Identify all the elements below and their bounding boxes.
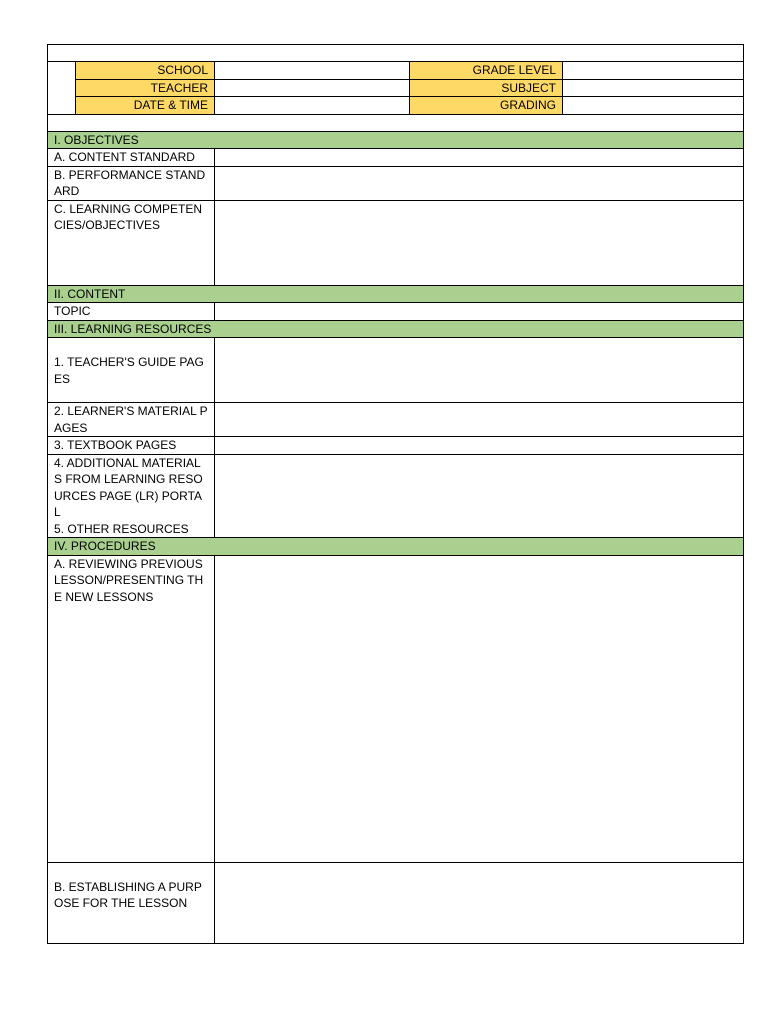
section-objectives-row (48, 131, 744, 149)
subject-label: SUBJECT (410, 79, 563, 97)
additional-materials-field[interactable] (215, 454, 744, 538)
date-time-label: DATE & TIME (76, 97, 215, 115)
teacher-label: TEACHER (76, 79, 215, 97)
textbook-row (48, 437, 744, 455)
section-content-heading: II. CONTENT (48, 285, 744, 303)
performance-standard-field[interactable] (215, 166, 744, 200)
header-row-teacher (48, 79, 744, 97)
lesson-plan-table (47, 44, 744, 944)
additional-materials-row (48, 454, 744, 538)
performance-standard-label: B. PERFORMANCE STANDARD (48, 166, 215, 200)
content-standard-label: A. CONTENT STANDARD (48, 149, 215, 167)
grade-level-field[interactable] (563, 62, 744, 80)
section-objectives-heading: I. OBJECTIVES (48, 131, 744, 149)
topic-field[interactable] (215, 303, 744, 321)
reviewing-field[interactable] (215, 555, 744, 862)
competencies-row (48, 200, 744, 285)
teachers-guide-label: 1. TEACHER'S GUIDE PAGES (48, 338, 215, 403)
content-standard-field[interactable] (215, 149, 744, 167)
competencies-label: C. LEARNING COMPETENCIES/OBJECTIVES (48, 200, 215, 285)
section-content-row (48, 285, 744, 303)
teachers-guide-row (48, 338, 744, 403)
grade-level-label: GRADE LEVEL (410, 62, 563, 80)
reviewing-row (48, 555, 744, 862)
additional-materials-label (48, 454, 215, 538)
topic-row (48, 303, 744, 321)
textbook-label: 3. TEXTBOOK PAGES (48, 437, 215, 455)
teachers-guide-field[interactable] (215, 338, 744, 403)
header-row-school (48, 62, 744, 80)
learners-material-label: 2. LEARNER'S MATERIAL PAGES (48, 403, 215, 437)
school-field[interactable] (215, 62, 410, 80)
top-blank-row (48, 45, 744, 62)
other-resources-text: 5. OTHER RESOURCES (54, 521, 189, 536)
separator-row (48, 114, 744, 131)
header-row-date (48, 97, 744, 115)
learners-material-row (48, 403, 744, 437)
learners-material-field[interactable] (215, 403, 744, 437)
grading-field[interactable] (563, 97, 744, 115)
reviewing-label: A. REVIEWING PREVIOUS LESSON/PRESENTING THE NEW LESSONS (48, 555, 215, 862)
header-indent-cell (48, 62, 76, 115)
blank-cell (48, 45, 744, 62)
purpose-field[interactable] (215, 862, 744, 943)
lesson-plan-document (47, 44, 743, 944)
teacher-field[interactable] (215, 79, 410, 97)
textbook-field[interactable] (215, 437, 744, 455)
competencies-field[interactable] (215, 200, 744, 285)
content-standard-row (48, 149, 744, 167)
topic-label: TOPIC (48, 303, 215, 321)
grading-label: GRADING (410, 97, 563, 115)
performance-standard-row (48, 166, 744, 200)
date-time-field[interactable] (215, 97, 410, 115)
blank-cell (48, 114, 744, 131)
additional-materials-text: 4. ADDITIONAL MATERIALS FROM LEARNING RESOURCES PAGE (LR) PORTAL (54, 455, 203, 519)
section-resources-heading: III. LEARNING RESOURCES (48, 320, 744, 338)
section-resources-row (48, 320, 744, 338)
subject-field[interactable] (563, 79, 744, 97)
school-label: SCHOOL (76, 62, 215, 80)
section-procedures-heading: IV. PROCEDURES (48, 538, 744, 556)
purpose-label: B. ESTABLISHING A PURPOSE FOR THE LESSON (48, 862, 215, 943)
section-procedures-row (48, 538, 744, 556)
purpose-row (48, 862, 744, 943)
